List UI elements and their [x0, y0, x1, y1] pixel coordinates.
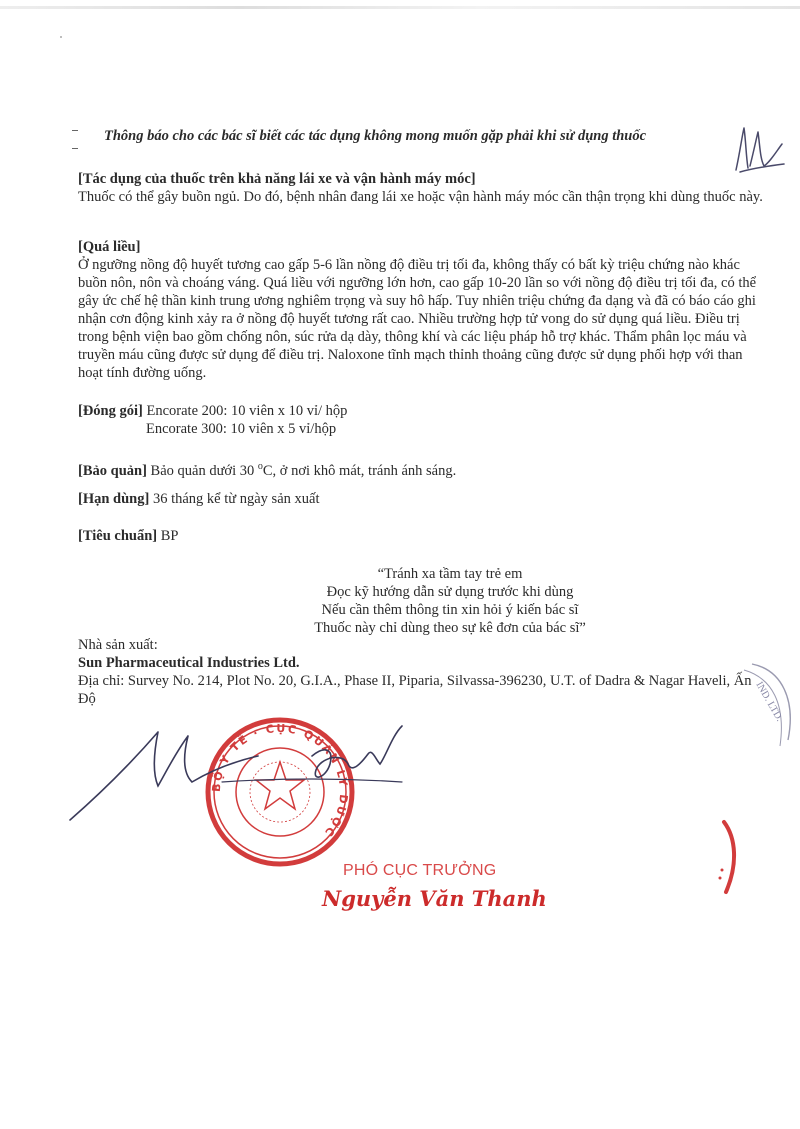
- margin-mark: [72, 148, 78, 149]
- storage-text-pre: Bảo quản dưới 30: [146, 462, 258, 479]
- packaging-line-1: Encorate 200: 10 viên x 10 vỉ/ hộp: [142, 403, 348, 419]
- manufacturer-address: Địa chỉ: Survey No. 214, Plot No. 20, G.I.A., Phase II, Piparia, Silvassa-396230, U.T. of Dadra & Nagar Haveli, Ấn Độ: [78, 673, 752, 707]
- packaging-label: [Đóng gói]: [78, 403, 143, 419]
- driving-text: Thuốc có thể gây buồn ngủ. Do đó, bệnh nhân đang lái xe hoặc vận hành máy móc cần thận trọng khi dùng thuốc này.: [78, 189, 763, 205]
- standard-section: [78, 527, 768, 545]
- overdose-section: [78, 238, 768, 382]
- warning-line: Đọc kỹ hướng dẫn sử dụng trước khi dùng: [326, 584, 574, 600]
- overdose-text: Ở ngưỡng nồng độ huyết tương cao gấp 5-6 lần nồng độ điều trị tối đa, không thấy có bất kỳ triệu chứng nào khác buồn nôn, nôn và choáng váng. Quá liều với ngưỡng lớn hơn, cao gấp 10-20 lần so với nồng độ điều trị tối đa, có thể gây ức chế hệ thần kinh trung ương nghiêm trọng và suy hô hấp. Tuy nhiên triệu chứng đa dạng và đã có báo cáo ghi nhận cơn động kinh xảy ra ở nồng độ huyết tương rất cao. Nhiều trường hợp tử vong do sử dụng quá liều. Điều trị trong bệnh viện bao gồm chống nôn, súc rửa dạ dày, thông khí và các liệu pháp hỗ trợ khác. Thẩm phân lọc máu và truyền máu cũng được sử dụng để điều trị. Naloxone tĩnh mạch thỉnh thoảng cũng được sử dụng phối hợp với than hoạt tính đường uống.: [78, 257, 757, 381]
- driving-title: [Tác dụng của thuốc trên khả năng lái xe và vận hành máy móc]: [78, 171, 476, 187]
- storage-section: [78, 458, 768, 480]
- scan-edge: [0, 6, 800, 9]
- warning-block: [200, 565, 700, 637]
- manufacturer-name: Sun Pharmaceutical Industries Ltd.: [78, 655, 300, 671]
- overdose-title: [Quá liều]: [78, 239, 141, 255]
- storage-text-post: C, ở nơi khô mát, tránh ánh sáng.: [262, 462, 457, 479]
- expiry-text: 36 tháng kể từ ngày sản xuất: [149, 491, 320, 507]
- signatory-name: Nguyễn Văn Thanh: [322, 886, 547, 911]
- manufacturer-section: [78, 636, 768, 708]
- standard-label: [Tiêu chuẩn]: [78, 528, 158, 544]
- signatory-role: PHÓ CỤC TRƯỞNG: [343, 862, 497, 879]
- margin-mark: [72, 130, 78, 131]
- expiry-section: [78, 490, 768, 508]
- packaging-line-2: Encorate 300: 10 viên x 5 vỉ/hộp: [146, 421, 337, 437]
- driving-section: [78, 170, 768, 206]
- company-stamp-icon: [742, 660, 800, 750]
- degree-symbol: o: [257, 461, 263, 472]
- storage-label: [Bảo quản]: [78, 462, 147, 479]
- director-signature-icon: [62, 712, 462, 832]
- seal-text: BỘ Y TẾ · CỤC QUẢN LÝ DƯỢC: [209, 721, 351, 841]
- svg-text:IND. LTD.: IND. LTD.: [753, 680, 785, 724]
- packaging-section: [78, 402, 768, 438]
- seal-fragment-icon: [716, 818, 746, 898]
- scan-speck: [60, 36, 62, 38]
- warning-line: Nếu cần thêm thông tin xin hỏi ý kiến bác sĩ: [321, 602, 579, 618]
- expiry-label: [Hạn dùng]: [78, 491, 150, 507]
- standard-text: BP: [157, 528, 179, 544]
- warning-line: Thuốc này chỉ dùng theo sự kê đơn của bác sĩ”: [314, 620, 586, 636]
- manufacturer-label: Nhà sản xuất:: [78, 637, 158, 653]
- warning-line: “Tránh xa tầm tay trẻ em: [377, 566, 523, 582]
- document-header: Thông báo cho các bác sĩ biết các tác dụng không mong muốn gặp phải khi sử dụng thuốc: [104, 128, 647, 144]
